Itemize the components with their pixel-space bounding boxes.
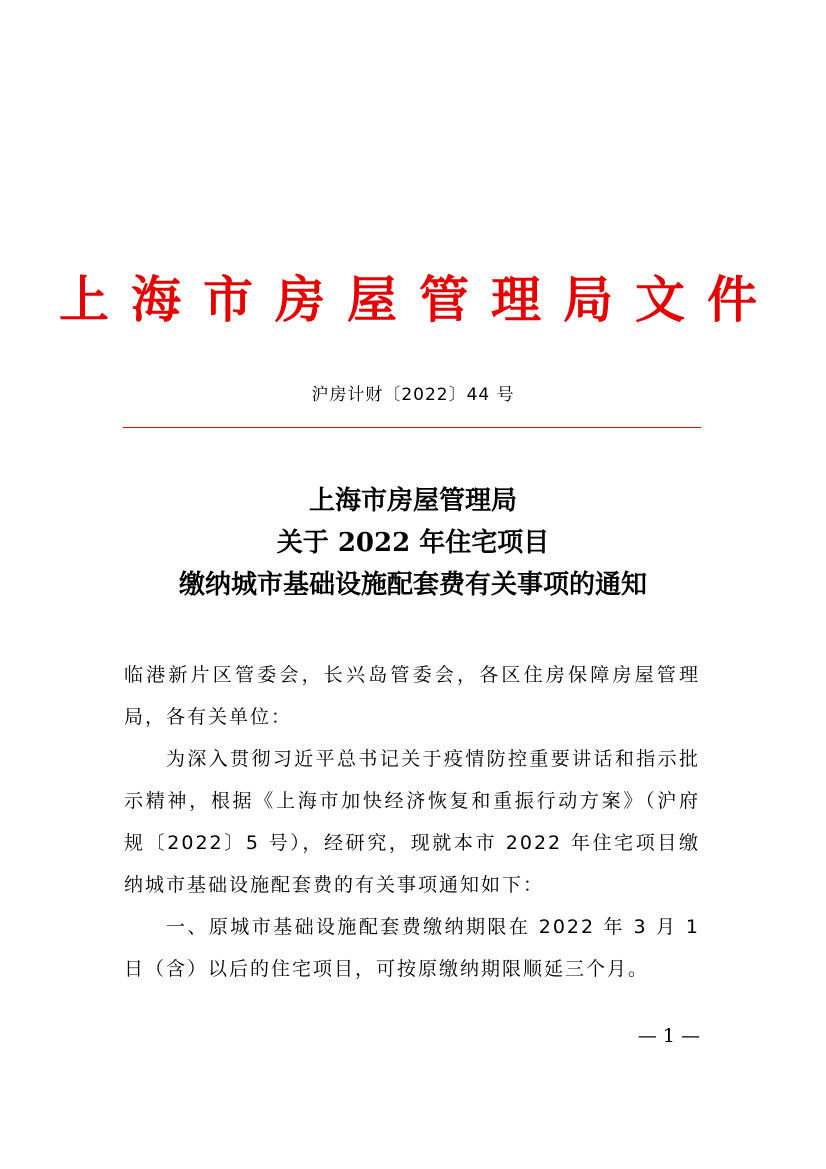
red-divider	[123, 427, 701, 428]
title-line-2: 关于 2022 年住宅项目	[276, 528, 550, 558]
notice-title	[0, 480, 826, 606]
paragraph-item-1: 一、原城市基础设施配套费缴纳期限在 2022 年 3 月 1 日（含）以后的住宅项目，可按原缴纳期限顺延三个月。	[124, 916, 700, 980]
issuer-title: 上海市房屋管理局文件	[59, 270, 779, 329]
title-line-3: 缴纳城市基础设施配套费有关事项的通知	[178, 570, 647, 600]
document-number: 沪房计财〔2022〕44 号	[311, 385, 515, 405]
page-number: — 1 —	[637, 1025, 700, 1047]
paragraph-intro: 为深入贯彻习近平总书记关于疫情防控重要讲话和指示批示精神，根据《上海市加快经济恢复和重振行动方案》（沪府规〔2022〕5 号），经研究，现就本市 2022 年住宅项目缴纳城市基础设施配套费的有关事项通知如下：	[124, 748, 700, 896]
title-line-1: 上海市房屋管理局	[308, 486, 517, 516]
notice-body	[124, 654, 700, 990]
addressee: 临港新片区管委会，长兴岛管委会，各区住房保障房屋管理局，各有关单位：	[124, 664, 700, 728]
